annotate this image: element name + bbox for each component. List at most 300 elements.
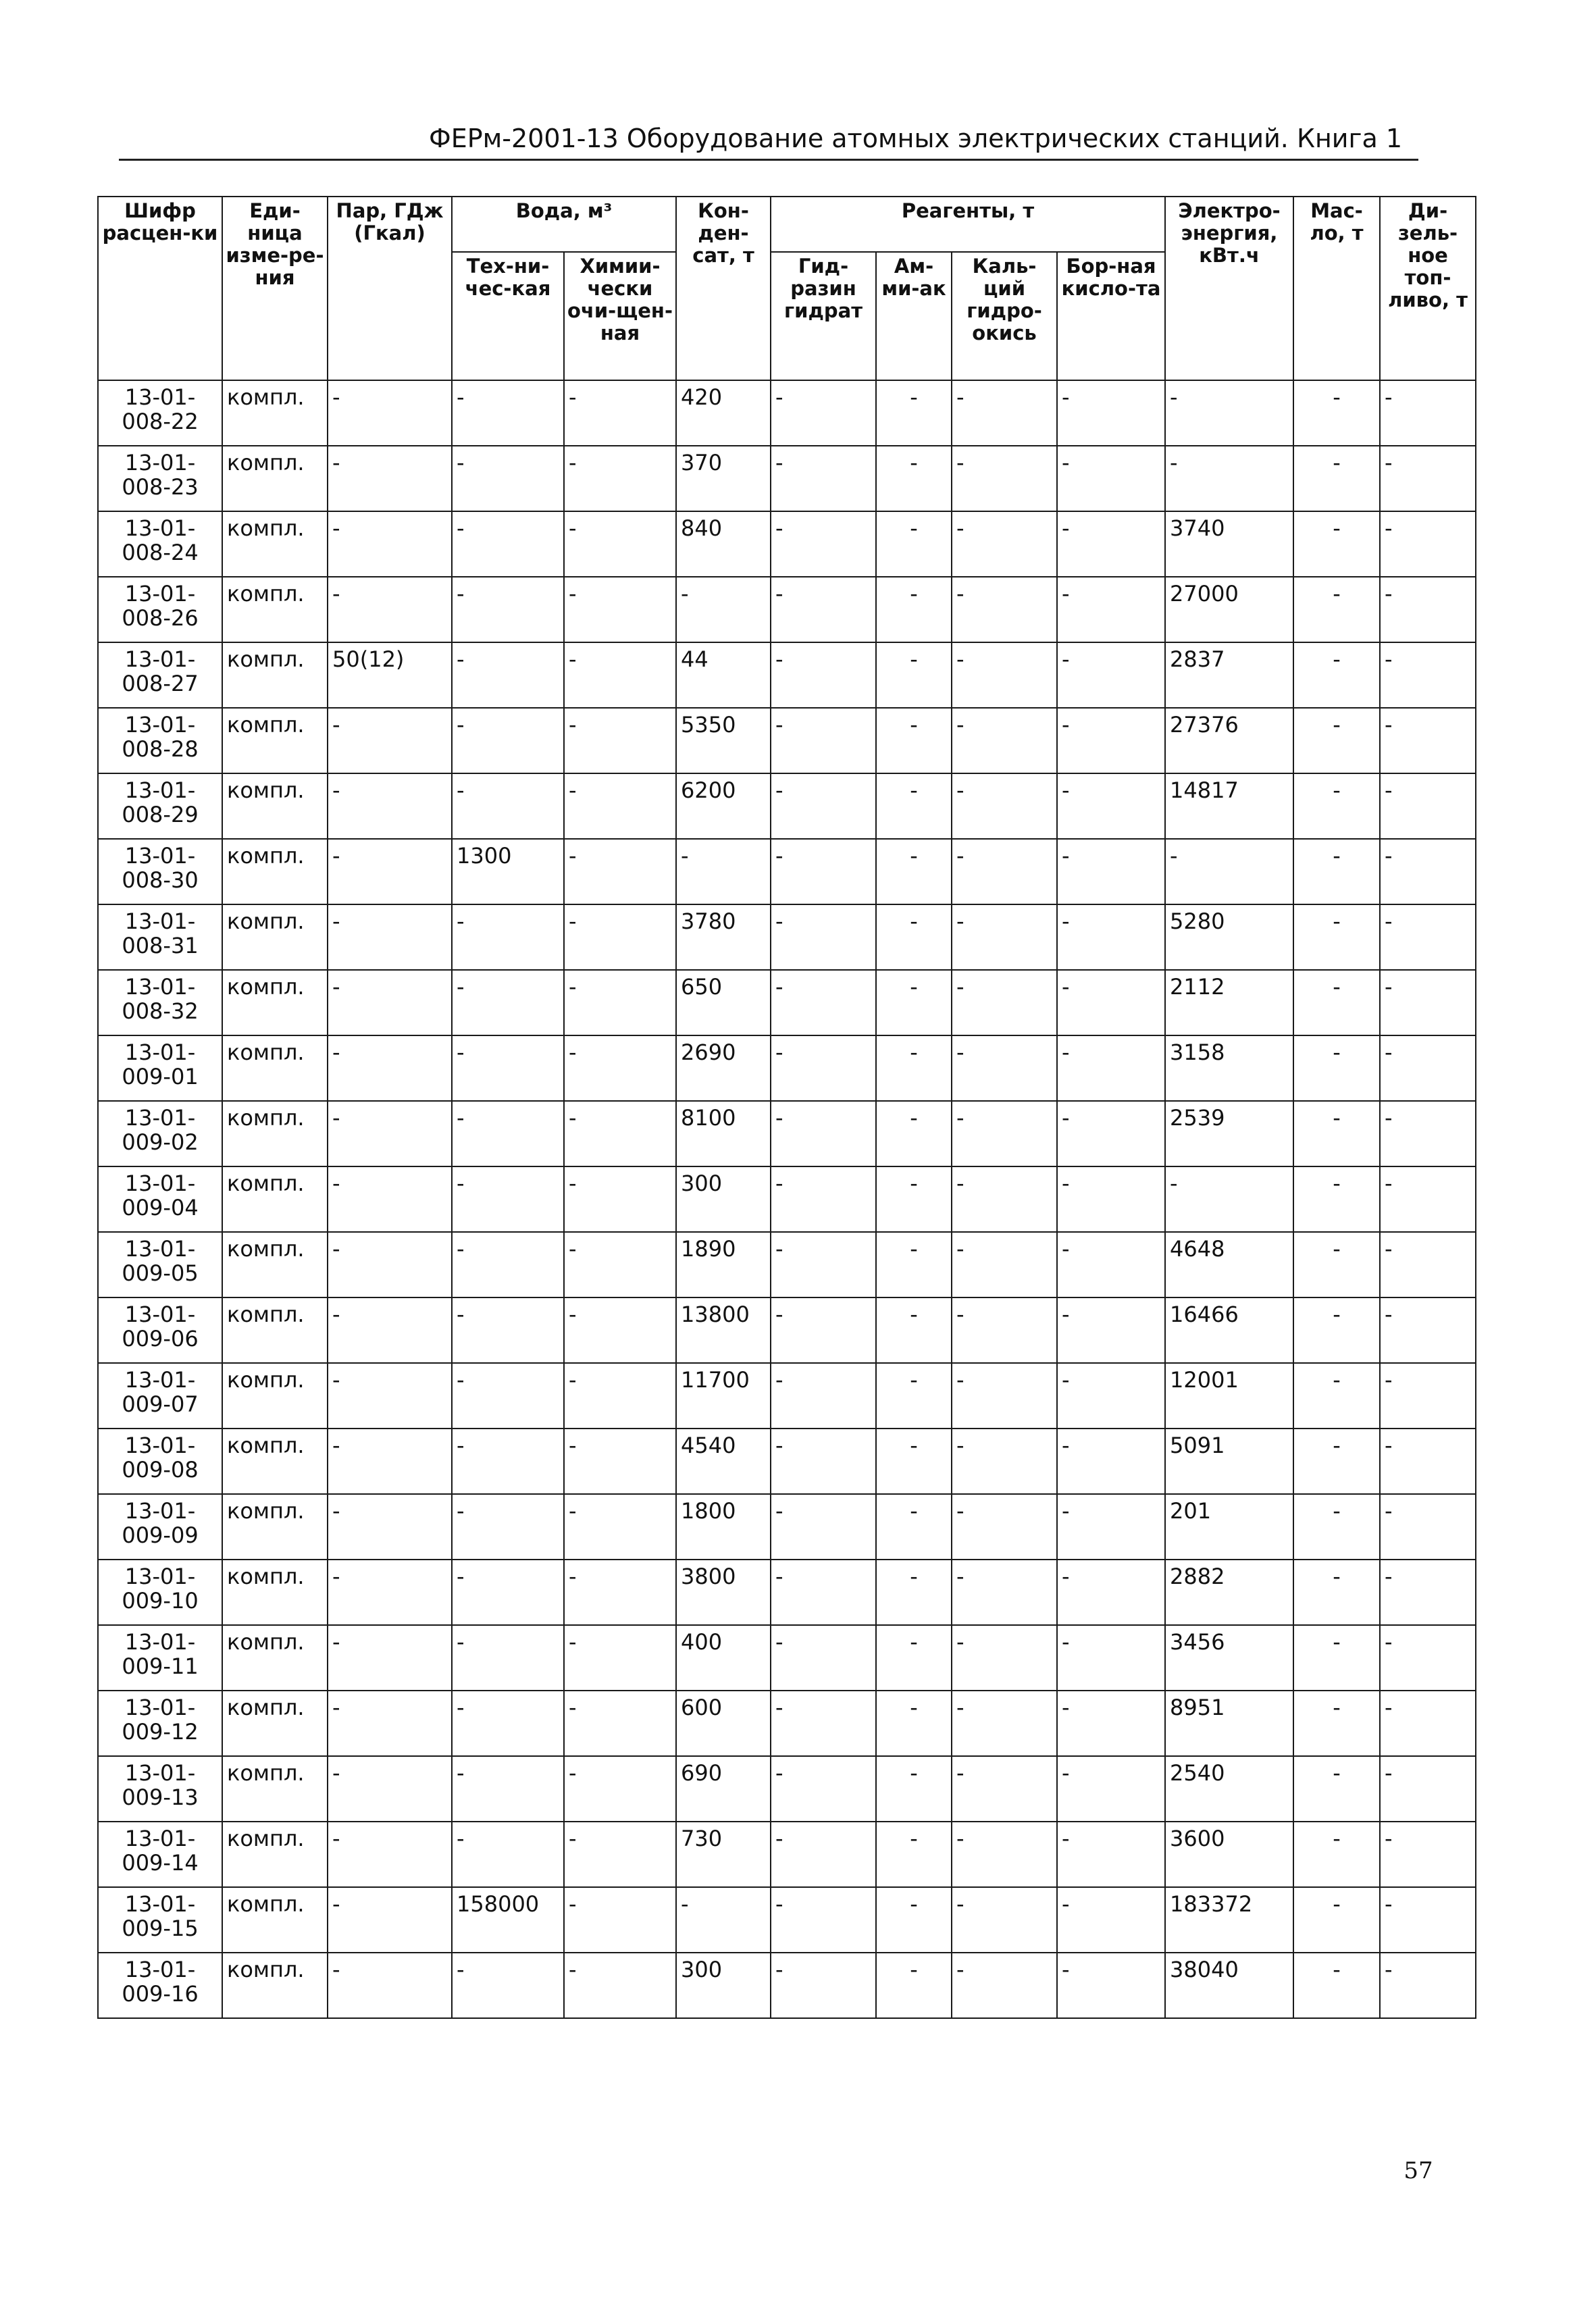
- cell-water-chem: -: [564, 1756, 676, 1822]
- cell-code: [98, 511, 222, 577]
- cell-water-tech: -: [452, 380, 564, 446]
- cell-steam: -: [328, 446, 452, 511]
- cell-boric: -: [1057, 1429, 1165, 1494]
- cell-oil: -: [1293, 1035, 1380, 1101]
- cell-oil: -: [1293, 642, 1380, 708]
- cell-unit: компл.: [222, 1297, 328, 1363]
- cell-electric: 3600: [1165, 1822, 1293, 1887]
- cell-hydrazine: -: [771, 1363, 876, 1429]
- cell-hydrazine: -: [771, 1166, 876, 1232]
- cell-unit: компл.: [222, 577, 328, 642]
- cell-calcium: -: [952, 904, 1057, 970]
- cell-boric: -: [1057, 642, 1165, 708]
- code-suffix: 009-05: [122, 1260, 199, 1286]
- cell-diesel: -: [1380, 1756, 1476, 1822]
- cell-ammonia: -: [876, 511, 952, 577]
- cell-calcium: -: [952, 1166, 1057, 1232]
- cell-electric: 3456: [1165, 1625, 1293, 1691]
- cell-code: [98, 1429, 222, 1494]
- table-row: [98, 839, 1476, 904]
- cell-electric: 2882: [1165, 1560, 1293, 1625]
- code-suffix: 009-12: [122, 1719, 199, 1745]
- code-suffix: 008-28: [122, 736, 199, 762]
- cell-boric: -: [1057, 904, 1165, 970]
- cell-steam: -: [328, 1363, 452, 1429]
- cell-unit: компл.: [222, 1363, 328, 1429]
- cell-boric: -: [1057, 970, 1165, 1035]
- cell-water-chem: -: [564, 642, 676, 708]
- col-calcium-header: Каль-ций гидро-окись: [952, 252, 1057, 380]
- col-water-chem-header: Химии-чески очи-щен-ная: [564, 252, 676, 380]
- col-steam-header: Пар, ГДж (Гкал): [328, 197, 452, 380]
- col-condensate-header: Кон-ден-сат, т: [676, 197, 771, 380]
- table-row: [98, 1494, 1476, 1560]
- cell-code: [98, 773, 222, 839]
- cell-unit: компл.: [222, 1101, 328, 1166]
- cell-water-tech: -: [452, 1625, 564, 1691]
- cell-steam: -: [328, 1625, 452, 1691]
- cell-oil: -: [1293, 773, 1380, 839]
- cell-oil: -: [1293, 446, 1380, 511]
- cell-water-chem: -: [564, 1691, 676, 1756]
- cell-unit: компл.: [222, 1035, 328, 1101]
- cell-oil: -: [1293, 708, 1380, 773]
- cell-hydrazine: -: [771, 1297, 876, 1363]
- code-prefix: 13-01-: [124, 1236, 196, 1262]
- code-suffix: 008-24: [122, 540, 199, 565]
- cell-water-chem: -: [564, 1035, 676, 1101]
- cell-calcium: -: [952, 577, 1057, 642]
- cell-water-chem: -: [564, 1887, 676, 1953]
- cell-water-chem: -: [564, 577, 676, 642]
- cell-calcium: -: [952, 1232, 1057, 1297]
- cell-hydrazine: -: [771, 1887, 876, 1953]
- cell-ammonia: -: [876, 839, 952, 904]
- cell-electric: -: [1165, 1166, 1293, 1232]
- cell-hydrazine: -: [771, 970, 876, 1035]
- cell-ammonia: -: [876, 1953, 952, 2018]
- cell-water-tech: -: [452, 1297, 564, 1363]
- cell-oil: -: [1293, 1494, 1380, 1560]
- table-row: [98, 1560, 1476, 1625]
- cell-steam: 50(12): [328, 642, 452, 708]
- cell-code: [98, 1297, 222, 1363]
- cell-hydrazine: -: [771, 1232, 876, 1297]
- cell-ammonia: -: [876, 1232, 952, 1297]
- cell-electric: 16466: [1165, 1297, 1293, 1363]
- table-row: [98, 1822, 1476, 1887]
- cell-oil: -: [1293, 1429, 1380, 1494]
- cell-ammonia: -: [876, 1035, 952, 1101]
- cell-ammonia: -: [876, 1494, 952, 1560]
- cell-calcium: -: [952, 1560, 1057, 1625]
- cell-electric: 12001: [1165, 1363, 1293, 1429]
- cell-condensate: 4540: [676, 1429, 771, 1494]
- cell-code: [98, 1953, 222, 2018]
- cell-unit: компл.: [222, 839, 328, 904]
- cell-hydrazine: -: [771, 1756, 876, 1822]
- cell-diesel: -: [1380, 708, 1476, 773]
- cell-ammonia: -: [876, 1166, 952, 1232]
- cell-code: [98, 970, 222, 1035]
- cell-water-tech: -: [452, 1560, 564, 1625]
- cell-water-tech: -: [452, 642, 564, 708]
- cell-oil: -: [1293, 1887, 1380, 1953]
- cell-boric: -: [1057, 511, 1165, 577]
- cell-calcium: -: [952, 970, 1057, 1035]
- cell-condensate: 3780: [676, 904, 771, 970]
- cell-boric: -: [1057, 1756, 1165, 1822]
- cell-condensate: 600: [676, 1691, 771, 1756]
- cell-unit: компл.: [222, 1822, 328, 1887]
- table-row: [98, 1297, 1476, 1363]
- cell-ammonia: -: [876, 708, 952, 773]
- code-suffix: 009-07: [122, 1391, 199, 1417]
- cell-electric: 2539: [1165, 1101, 1293, 1166]
- cell-ammonia: -: [876, 1822, 952, 1887]
- cell-water-tech: -: [452, 708, 564, 773]
- cell-diesel: -: [1380, 380, 1476, 446]
- cell-electric: -: [1165, 839, 1293, 904]
- cell-hydrazine: -: [771, 1101, 876, 1166]
- col-reagents-header: Реагенты, т: [771, 197, 1165, 252]
- code-suffix: 009-06: [122, 1326, 199, 1352]
- cell-oil: -: [1293, 380, 1380, 446]
- cell-water-tech: -: [452, 511, 564, 577]
- cell-ammonia: -: [876, 1625, 952, 1691]
- table-row: [98, 904, 1476, 970]
- table-row: [98, 577, 1476, 642]
- cell-boric: -: [1057, 577, 1165, 642]
- cell-calcium: -: [952, 773, 1057, 839]
- code-prefix: 13-01-: [124, 450, 196, 475]
- cell-oil: -: [1293, 1625, 1380, 1691]
- cell-water-chem: -: [564, 1822, 676, 1887]
- cell-oil: -: [1293, 1953, 1380, 2018]
- cell-electric: 3740: [1165, 511, 1293, 577]
- cell-unit: компл.: [222, 1887, 328, 1953]
- page-number: 57: [1404, 2157, 1433, 2184]
- cell-condensate: -: [676, 839, 771, 904]
- cell-water-chem: -: [564, 1232, 676, 1297]
- cell-hydrazine: -: [771, 1625, 876, 1691]
- cell-code: [98, 1232, 222, 1297]
- cell-water-tech: -: [452, 1756, 564, 1822]
- cell-code: [98, 1756, 222, 1822]
- cell-electric: 3158: [1165, 1035, 1293, 1101]
- cell-hydrazine: -: [771, 1953, 876, 2018]
- cell-ammonia: -: [876, 904, 952, 970]
- cell-diesel: -: [1380, 1297, 1476, 1363]
- cell-unit: компл.: [222, 773, 328, 839]
- cell-diesel: -: [1380, 1363, 1476, 1429]
- cell-unit: компл.: [222, 1494, 328, 1560]
- cell-condensate: 3800: [676, 1560, 771, 1625]
- cell-ammonia: -: [876, 1756, 952, 1822]
- cell-water-chem: -: [564, 1953, 676, 2018]
- col-water-tech-header: Тех-ни-чес-кая: [452, 252, 564, 380]
- cell-calcium: -: [952, 1756, 1057, 1822]
- resource-table: [97, 196, 1476, 2019]
- cell-diesel: -: [1380, 511, 1476, 577]
- cell-diesel: -: [1380, 1822, 1476, 1887]
- cell-boric: -: [1057, 708, 1165, 773]
- cell-water-tech: -: [452, 904, 564, 970]
- cell-condensate: 300: [676, 1953, 771, 2018]
- cell-unit: компл.: [222, 1560, 328, 1625]
- code-suffix: 008-32: [122, 998, 199, 1024]
- code-suffix: 008-27: [122, 671, 199, 696]
- cell-water-tech: 158000: [452, 1887, 564, 1953]
- code-prefix: 13-01-: [124, 515, 196, 541]
- cell-unit: компл.: [222, 1953, 328, 2018]
- cell-water-tech: -: [452, 773, 564, 839]
- code-suffix: 009-16: [122, 1981, 199, 2007]
- cell-code: [98, 1166, 222, 1232]
- col-water-header: Вода, м³: [452, 197, 676, 252]
- cell-code: [98, 446, 222, 511]
- code-suffix: 008-29: [122, 802, 199, 827]
- code-prefix: 13-01-: [124, 712, 196, 738]
- cell-boric: -: [1057, 1887, 1165, 1953]
- code-prefix: 13-01-: [124, 1760, 196, 1786]
- cell-oil: -: [1293, 1363, 1380, 1429]
- cell-electric: 2112: [1165, 970, 1293, 1035]
- cell-water-tech: -: [452, 1166, 564, 1232]
- cell-code: [98, 1035, 222, 1101]
- cell-water-chem: -: [564, 1101, 676, 1166]
- cell-unit: компл.: [222, 1625, 328, 1691]
- cell-water-tech: -: [452, 1494, 564, 1560]
- table-row: [98, 1166, 1476, 1232]
- table-row: [98, 446, 1476, 511]
- cell-water-chem: -: [564, 380, 676, 446]
- cell-electric: 5091: [1165, 1429, 1293, 1494]
- cell-electric: 27376: [1165, 708, 1293, 773]
- cell-steam: -: [328, 773, 452, 839]
- cell-condensate: 730: [676, 1822, 771, 1887]
- col-code-header: Шифр расцен-ки: [98, 197, 222, 380]
- cell-boric: -: [1057, 773, 1165, 839]
- cell-unit: компл.: [222, 642, 328, 708]
- cell-diesel: -: [1380, 773, 1476, 839]
- cell-water-chem: -: [564, 446, 676, 511]
- cell-hydrazine: -: [771, 904, 876, 970]
- cell-calcium: -: [952, 1429, 1057, 1494]
- cell-ammonia: -: [876, 1560, 952, 1625]
- cell-steam: -: [328, 1494, 452, 1560]
- cell-diesel: -: [1380, 642, 1476, 708]
- code-prefix: 13-01-: [124, 384, 196, 410]
- document-title: ФЕРм-2001-13 Оборудование атомных электрических станций. Книга 1: [429, 124, 1402, 153]
- cell-water-tech: -: [452, 1232, 564, 1297]
- table-header: [98, 197, 1476, 380]
- cell-condensate: -: [676, 577, 771, 642]
- cell-code: [98, 1101, 222, 1166]
- cell-calcium: -: [952, 1953, 1057, 2018]
- cell-electric: 183372: [1165, 1887, 1293, 1953]
- cell-calcium: -: [952, 708, 1057, 773]
- cell-water-chem: -: [564, 773, 676, 839]
- cell-hydrazine: -: [771, 446, 876, 511]
- cell-unit: компл.: [222, 380, 328, 446]
- cell-code: [98, 1363, 222, 1429]
- cell-hydrazine: -: [771, 839, 876, 904]
- cell-unit: компл.: [222, 446, 328, 511]
- cell-boric: -: [1057, 1232, 1165, 1297]
- table-row: [98, 1429, 1476, 1494]
- table-body: [98, 380, 1476, 2018]
- cell-ammonia: -: [876, 446, 952, 511]
- cell-calcium: -: [952, 1363, 1057, 1429]
- cell-electric: -: [1165, 380, 1293, 446]
- cell-diesel: -: [1380, 1429, 1476, 1494]
- cell-unit: компл.: [222, 511, 328, 577]
- cell-electric: 2837: [1165, 642, 1293, 708]
- cell-oil: -: [1293, 511, 1380, 577]
- cell-water-tech: -: [452, 1429, 564, 1494]
- cell-diesel: -: [1380, 904, 1476, 970]
- cell-ammonia: -: [876, 577, 952, 642]
- cell-steam: -: [328, 1232, 452, 1297]
- code-suffix: 008-23: [122, 474, 199, 500]
- cell-steam: -: [328, 1035, 452, 1101]
- cell-ammonia: -: [876, 1429, 952, 1494]
- code-prefix: 13-01-: [124, 1171, 196, 1196]
- cell-steam: -: [328, 1756, 452, 1822]
- cell-electric: 4648: [1165, 1232, 1293, 1297]
- cell-diesel: -: [1380, 1494, 1476, 1560]
- cell-water-tech: -: [452, 1953, 564, 2018]
- cell-water-chem: -: [564, 1494, 676, 1560]
- code-prefix: 13-01-: [124, 1826, 196, 1851]
- cell-calcium: -: [952, 1887, 1057, 1953]
- col-electric-header: Электро-энергия, кВт.ч: [1165, 197, 1293, 380]
- col-ammonia-header: Ам-ми-ак: [876, 252, 952, 380]
- cell-condensate: 6200: [676, 773, 771, 839]
- cell-ammonia: -: [876, 1363, 952, 1429]
- code-suffix: 009-10: [122, 1588, 199, 1614]
- cell-calcium: -: [952, 446, 1057, 511]
- cell-diesel: -: [1380, 577, 1476, 642]
- cell-oil: -: [1293, 970, 1380, 1035]
- code-prefix: 13-01-: [124, 1564, 196, 1589]
- code-prefix: 13-01-: [124, 581, 196, 607]
- cell-calcium: -: [952, 642, 1057, 708]
- cell-hydrazine: -: [771, 773, 876, 839]
- cell-ammonia: -: [876, 1297, 952, 1363]
- cell-calcium: -: [952, 1691, 1057, 1756]
- cell-water-chem: -: [564, 1560, 676, 1625]
- cell-unit: компл.: [222, 1429, 328, 1494]
- code-suffix: 009-11: [122, 1653, 199, 1679]
- cell-hydrazine: -: [771, 577, 876, 642]
- cell-condensate: 8100: [676, 1101, 771, 1166]
- cell-oil: -: [1293, 1166, 1380, 1232]
- code-suffix: 009-14: [122, 1850, 199, 1876]
- cell-water-tech: -: [452, 970, 564, 1035]
- table-row: [98, 970, 1476, 1035]
- cell-hydrazine: -: [771, 1691, 876, 1756]
- cell-water-tech: -: [452, 1035, 564, 1101]
- col-diesel-header: Ди-зель-ное топ-ливо, т: [1380, 197, 1476, 380]
- cell-code: [98, 642, 222, 708]
- cell-condensate: 5350: [676, 708, 771, 773]
- cell-ammonia: -: [876, 1101, 952, 1166]
- cell-electric: 38040: [1165, 1953, 1293, 2018]
- cell-oil: -: [1293, 839, 1380, 904]
- cell-condensate: 11700: [676, 1363, 771, 1429]
- cell-condensate: 650: [676, 970, 771, 1035]
- cell-condensate: 1890: [676, 1232, 771, 1297]
- cell-code: [98, 1494, 222, 1560]
- cell-electric: 8951: [1165, 1691, 1293, 1756]
- cell-steam: -: [328, 577, 452, 642]
- cell-water-tech: -: [452, 1822, 564, 1887]
- cell-water-chem: -: [564, 1429, 676, 1494]
- table-row: [98, 1625, 1476, 1691]
- cell-unit: компл.: [222, 708, 328, 773]
- code-prefix: 13-01-: [124, 1957, 196, 1982]
- cell-water-chem: -: [564, 1166, 676, 1232]
- table-row: [98, 1756, 1476, 1822]
- cell-calcium: -: [952, 1035, 1057, 1101]
- cell-steam: -: [328, 511, 452, 577]
- cell-water-tech: -: [452, 1101, 564, 1166]
- cell-calcium: -: [952, 1101, 1057, 1166]
- code-prefix: 13-01-: [124, 1891, 196, 1917]
- cell-calcium: -: [952, 1494, 1057, 1560]
- cell-electric: -: [1165, 446, 1293, 511]
- cell-water-chem: -: [564, 1363, 676, 1429]
- cell-water-chem: -: [564, 511, 676, 577]
- code-suffix: 008-30: [122, 867, 199, 893]
- cell-oil: -: [1293, 1101, 1380, 1166]
- cell-boric: -: [1057, 1166, 1165, 1232]
- cell-oil: -: [1293, 904, 1380, 970]
- cell-code: [98, 577, 222, 642]
- cell-electric: 5280: [1165, 904, 1293, 970]
- cell-oil: -: [1293, 1297, 1380, 1363]
- cell-boric: -: [1057, 1297, 1165, 1363]
- cell-diesel: -: [1380, 1166, 1476, 1232]
- cell-diesel: -: [1380, 970, 1476, 1035]
- cell-hydrazine: -: [771, 1560, 876, 1625]
- cell-hydrazine: -: [771, 380, 876, 446]
- cell-calcium: -: [952, 1297, 1057, 1363]
- page-header: [119, 116, 1418, 161]
- cell-unit: компл.: [222, 970, 328, 1035]
- table-row: [98, 1232, 1476, 1297]
- table-row: [98, 1953, 1476, 2018]
- cell-code: [98, 1625, 222, 1691]
- cell-unit: компл.: [222, 1232, 328, 1297]
- col-oil-header: Мас-ло, т: [1293, 197, 1380, 380]
- cell-diesel: -: [1380, 839, 1476, 904]
- cell-oil: -: [1293, 1560, 1380, 1625]
- cell-water-chem: -: [564, 1625, 676, 1691]
- code-prefix: 13-01-: [124, 1302, 196, 1327]
- code-suffix: 008-31: [122, 933, 199, 958]
- code-prefix: 13-01-: [124, 1039, 196, 1065]
- cell-calcium: -: [952, 511, 1057, 577]
- cell-hydrazine: -: [771, 642, 876, 708]
- cell-oil: -: [1293, 1232, 1380, 1297]
- cell-steam: -: [328, 1691, 452, 1756]
- code-suffix: 009-04: [122, 1195, 199, 1220]
- cell-steam: -: [328, 970, 452, 1035]
- code-prefix: 13-01-: [124, 777, 196, 803]
